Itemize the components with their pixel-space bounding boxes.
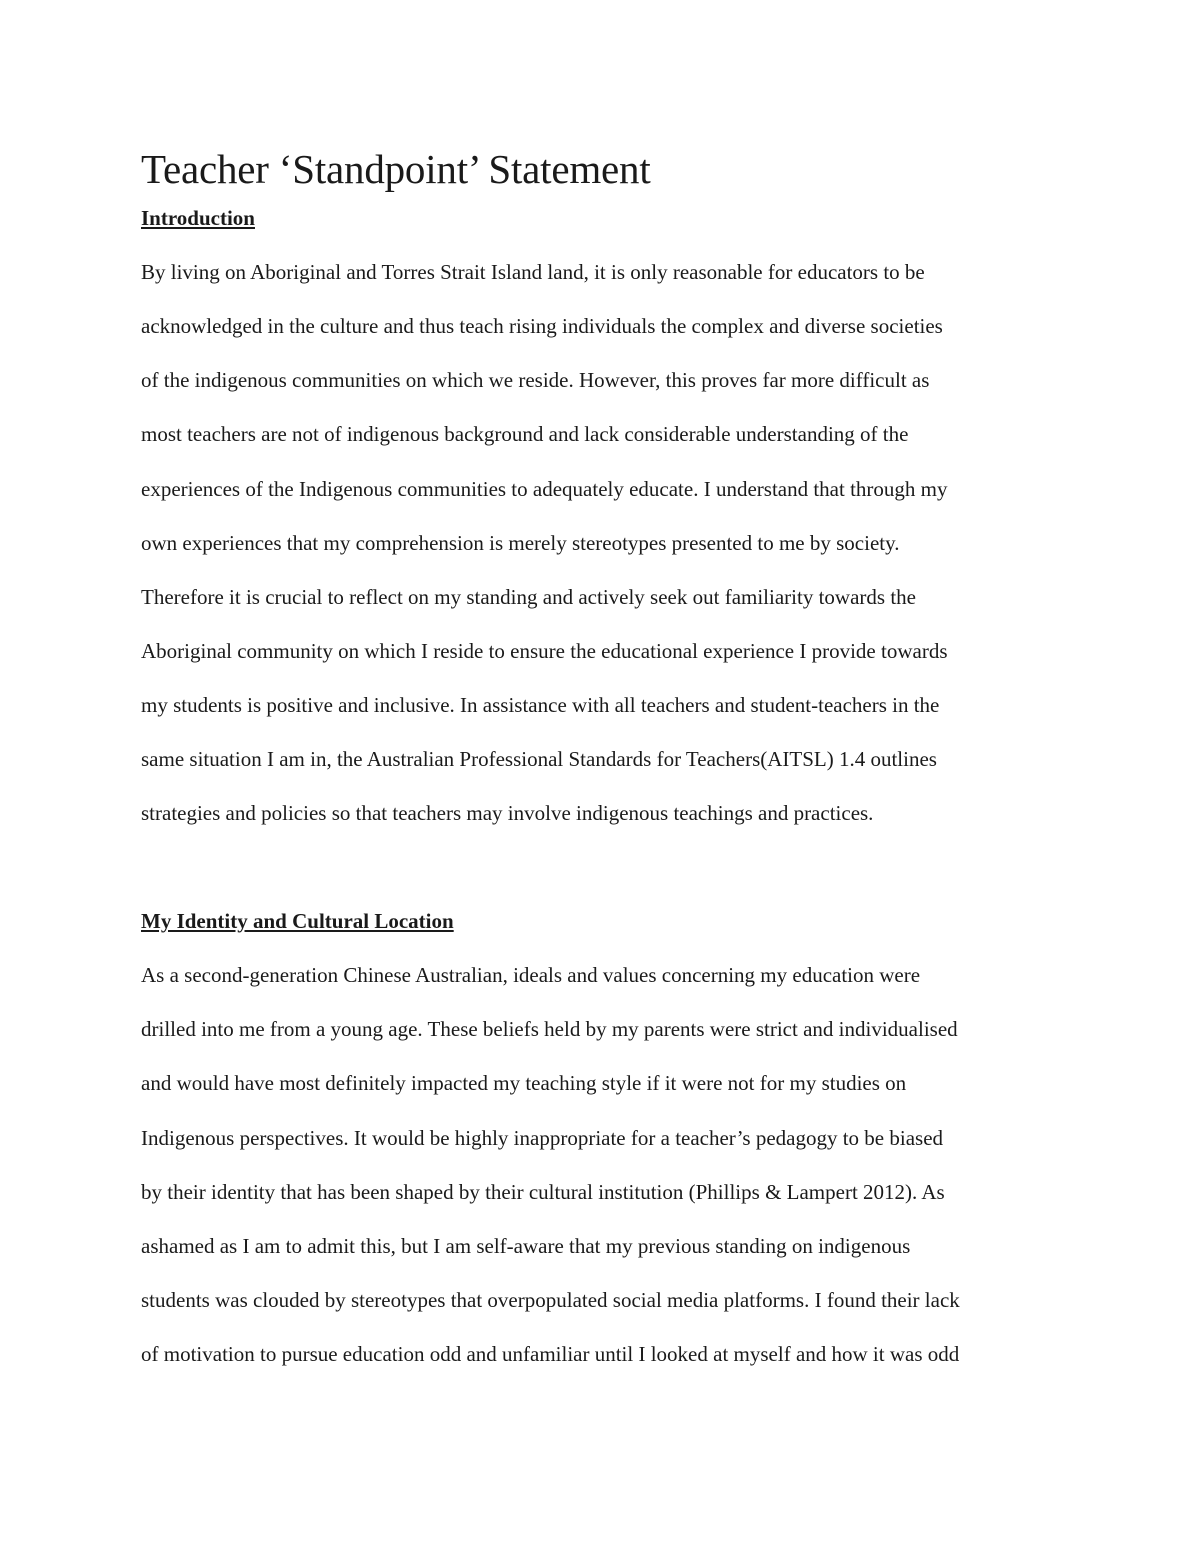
introduction-line: own experiences that my comprehension is merely stereotypes presented to me by society. [141,531,900,555]
introduction-line: of the indigenous communities on which we reside. However, this proves far more difficult as [141,368,930,392]
introduction-line: my students is positive and inclusive. In assistance with all teachers and student-teachers in the [141,693,940,717]
identity-line: by their identity that has been shaped by their cultural institution (Phillips & Lampert 2012). As [141,1180,945,1204]
section-heading-introduction: Introduction [141,206,255,230]
introduction-line: strategies and policies so that teachers may involve indigenous teachings and practices. [141,801,874,825]
identity-line: students was clouded by stereotypes that overpopulated social media platforms. I found their lack [141,1288,960,1312]
introduction-line: acknowledged in the culture and thus teach rising individuals the complex and diverse societies [141,314,943,338]
identity-line: drilled into me from a young age. These beliefs held by my parents were strict and individualised [141,1017,958,1041]
identity-line: and would have most definitely impacted my teaching style if it were not for my studies on [141,1071,907,1095]
identity-line: As a second-generation Chinese Australian, ideals and values concerning my education were [141,963,921,987]
identity-line: ashamed as I am to admit this, but I am self-aware that my previous standing on indigenous [141,1234,911,1258]
introduction-line: experiences of the Indigenous communities to adequately educate. I understand that through my [141,477,948,501]
introduction-line: Aboriginal community on which I reside to ensure the educational experience I provide towards [141,639,948,663]
introduction-line: Therefore it is crucial to reflect on my standing and actively seek out familiarity towards the [141,585,916,609]
introduction-line: most teachers are not of indigenous background and lack considerable understanding of the [141,422,909,446]
identity-line: Indigenous perspectives. It would be highly inappropriate for a teacher’s pedagogy to be biased [141,1126,944,1150]
introduction-line: By living on Aboriginal and Torres Strait Island land, it is only reasonable for educators to be [141,260,925,284]
identity-line: of motivation to pursue education odd and unfamiliar until I looked at myself and how it was odd [141,1342,960,1366]
document-title: Teacher ‘Standpoint’ Statement [141,146,651,192]
introduction-line: same situation I am in, the Australian Professional Standards for Teachers(AITSL) 1.4 outlines [141,747,937,771]
section-heading-identity: My Identity and Cultural Location [141,909,454,933]
